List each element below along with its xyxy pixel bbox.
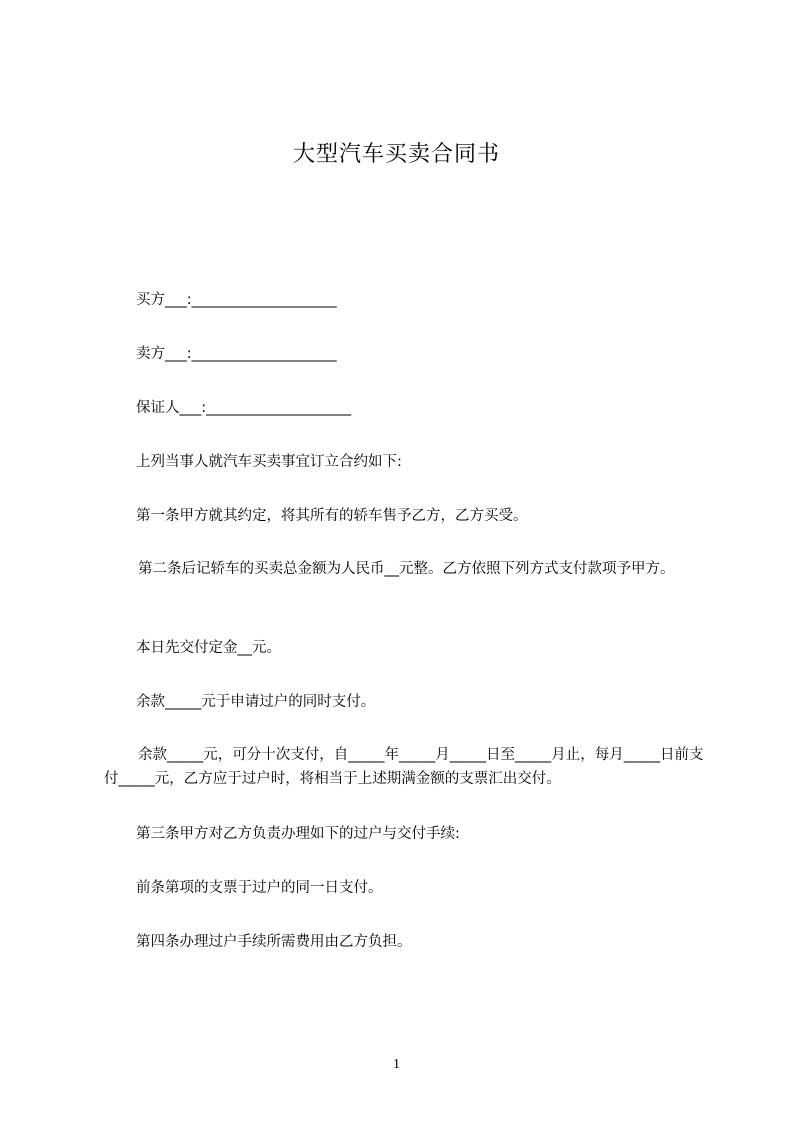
article-3-paragraph: 第三条甲方对乙方负责办理如下的过户与交付手续: (136, 826, 460, 842)
buyer-line: 买方___:____________________ (136, 292, 337, 308)
deposit-paragraph: 本日先交付定金__元。 (136, 640, 281, 656)
article-2-paragraph: 第二条后记轿车的买卖总金额为人民币__元整。乙方依照下列方式支付款项予甲方。 (138, 561, 675, 577)
guarantor-line: 保证人___:____________________ (136, 400, 352, 416)
article-1-paragraph: 第一条甲方就其约定，将其所有的轿车售予乙方，乙方买受。 (136, 508, 528, 524)
installments-paragraph: 余款_____元，可分十次支付，自_____年_____月_____日至_____月止，每月_____日前支付_____元，乙方应于过户时，将相当于上述期满金额的支票汇出交付。 (104, 747, 704, 787)
page-number: 1 (393, 1057, 400, 1072)
article-4-paragraph: 第四条办理过户手续所需费用由乙方负担。 (136, 934, 412, 950)
seller-line: 卖方___:____________________ (136, 346, 337, 362)
cheque-clause-paragraph: 前条第项的支票于过户的同一日支付。 (136, 880, 383, 896)
intro-paragraph: 上列当事人就汽车买卖事宜订立合约如下: (136, 454, 402, 470)
document-title: 大型汽车买卖合同书 (292, 142, 500, 167)
balance-paragraph: 余款_____元于申请过户的同时支付。 (136, 694, 376, 710)
